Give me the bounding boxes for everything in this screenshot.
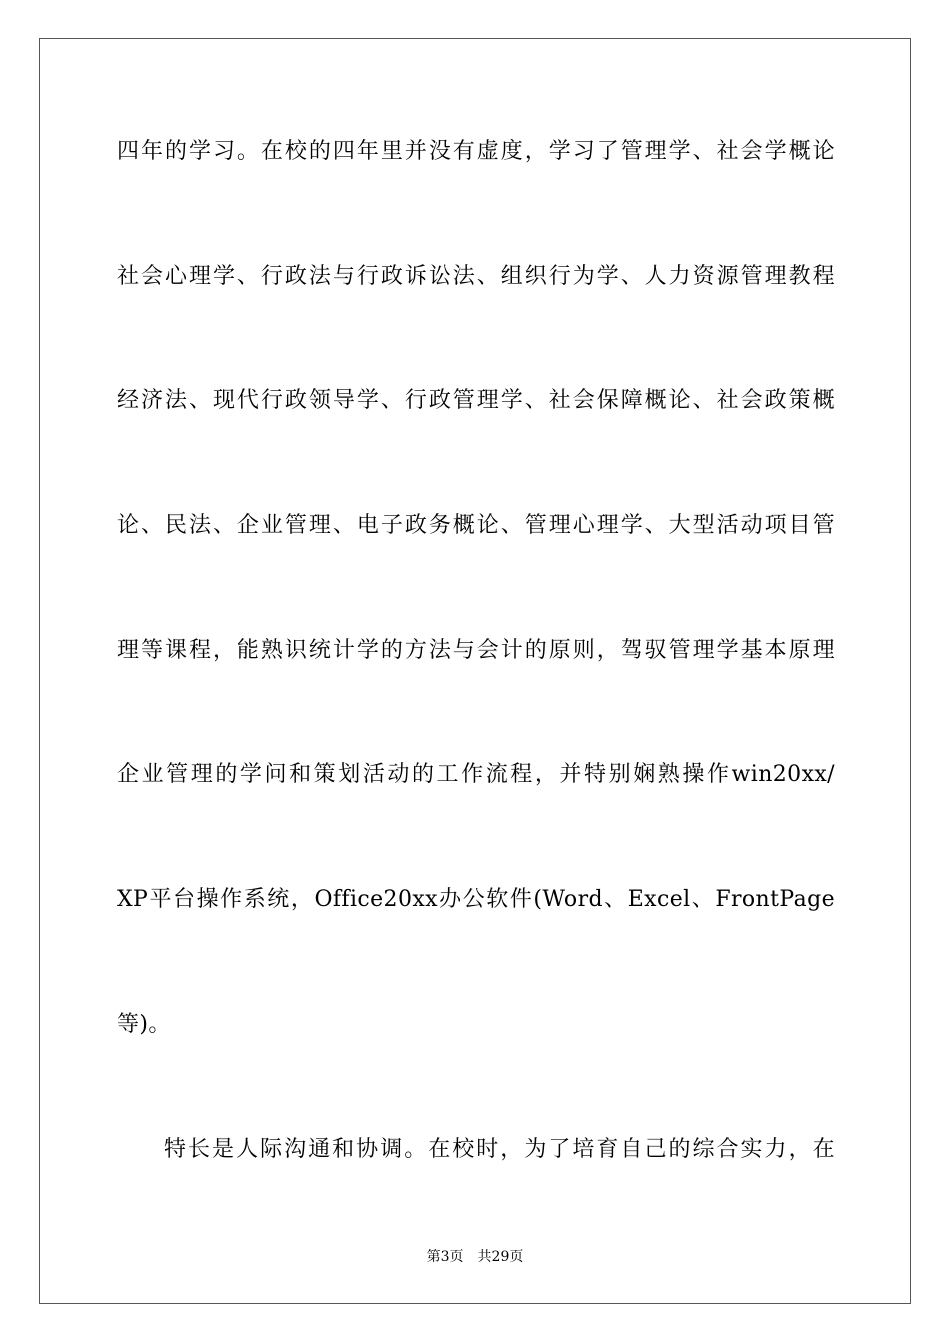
text-line: 论、民法、企业管理、电子政务概论、管理心理学、大型活动项目管: [117, 513, 835, 539]
text-line: 企业管理的学问和策划活动的工作流程，并特别娴熟操作win20xx/: [117, 762, 835, 788]
paragraph-start-line: 特长是人际沟通和协调。在校时，为了培育自己的综合实力，在: [164, 1136, 835, 1162]
text-line: 经济法、现代行政领导学、行政管理学、社会保障概论、社会政策概: [117, 388, 835, 414]
text-line: XP平台操作系统，Office20xx办公软件(Word、Excel、FrontPage: [117, 887, 835, 913]
page-footer: [0, 1247, 950, 1267]
text-line: 四年的学习。在校的四年里并没有虚度，学习了管理学、社会学概论: [117, 139, 835, 164]
text-line: 等)。: [117, 1011, 171, 1037]
page-total: 共29页: [477, 1249, 524, 1265]
page-number: 第3页: [426, 1249, 464, 1265]
text-line: 理等课程，能熟识统计学的方法与会计的原则，驾驭管理学基本原理: [117, 637, 835, 663]
text-line: 社会心理学、行政法与行政诉讼法、组织行为学、人力资源管理教程: [117, 263, 835, 289]
document-body: [117, 123, 835, 1245]
